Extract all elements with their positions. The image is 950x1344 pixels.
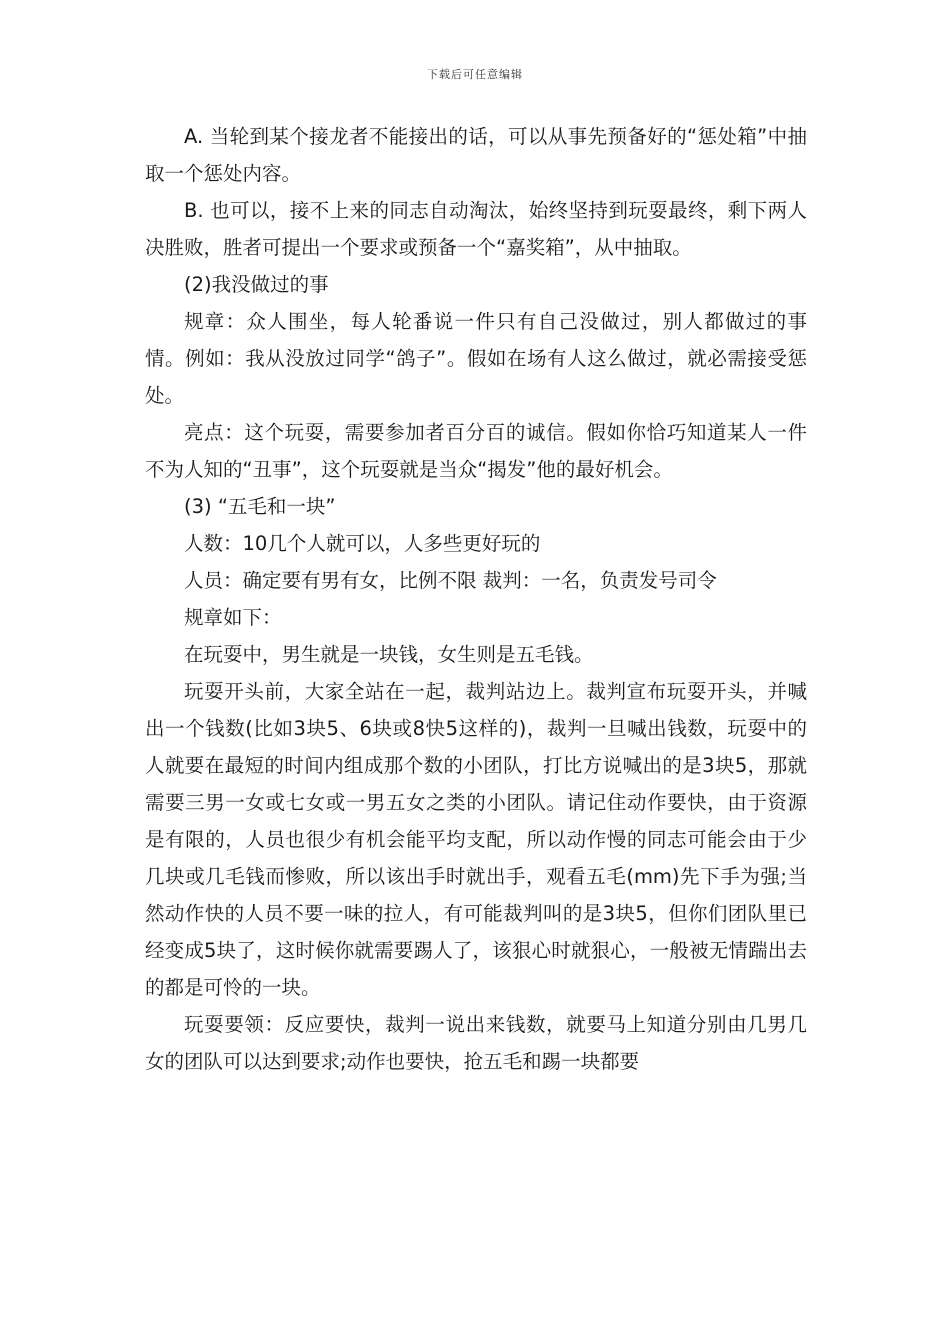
paragraph-highlight: 亮点：这个玩耍，需要参加者百分百的诚信。假如你恰巧知道某人一件不为人知的“丑事”，这个玩耍就是当众“揭发”他的最好机会。 xyxy=(145,421,807,481)
section-heading-never-done: (2)我没做过的事 xyxy=(184,273,329,296)
paragraph-elimination: B. 也可以，接不上来的同志自动淘汰，始终坚持到玩耍最终，剩下两人决胜败，胜者可提出一个要求或预备一个“嘉奖箱”，从中抽取。 xyxy=(145,199,807,259)
paragraph-player-count: 人数：10几个人就可以，人多些更好玩的 xyxy=(184,532,541,555)
page-header: 下载后可任意编辑 xyxy=(427,68,523,81)
paragraph-gameplay: 玩耍开头前，大家全站在一起，裁判站边上。裁判宣布玩耍开头，并喊出一个钱数(比如3块5、6块或8快5这样的)，裁判一旦喊出钱数，玩耍中的人就要在最短的时间内组成那个数的小团队，打比方说喊出的是3块5，那就需要三男一女或七女或一男五女之类的小团队。请记住动作要快，由于资源是有限的，人员也很少有机会能平均支配，所以动作慢的同志可能会由于少几块或几毛钱而惨败，所以该出手时就出手，观看五毛(mm)先下手为强;当然动作快的人员不要一味的拉人，有可能裁判叫的是3块5，但你们团队里已经变成5块了，这时候你就需要踢人了，该狠心时就狠心，一般被无情踹出去的都是可怜的一块。 xyxy=(145,680,807,999)
paragraph-value-definition: 在玩耍中，男生就是一块钱，女生则是五毛钱。 xyxy=(184,643,594,666)
document-body xyxy=(145,118,807,1080)
paragraph-key-points: 玩耍要领：反应要快，裁判一说出来钱数，就要马上知道分别由几男几女的团队可以达到要求;动作也要快，抢五毛和踢一块都要 xyxy=(145,1013,807,1073)
paragraph-personnel: 人员：确定要有男有女，比例不限 裁判：一名，负责发号司令 xyxy=(184,569,717,592)
paragraph-penalty-box: A. 当轮到某个接龙者不能接出的话，可以从事先预备好的“惩处箱”中抽取一个惩处内容。 xyxy=(145,125,807,185)
section-heading-wumao-yikuai: (3) “五毛和一块” xyxy=(184,495,336,518)
paragraph-rules-never-done: 规章：众人围坐，每人轮番说一件只有自己没做过，别人都做过的事情。例如：我从没放过同学“鸽子”。假如在场有人这么做过，就必需接受惩处。 xyxy=(145,310,807,407)
paragraph-rules-label: 规章如下： xyxy=(184,606,282,629)
